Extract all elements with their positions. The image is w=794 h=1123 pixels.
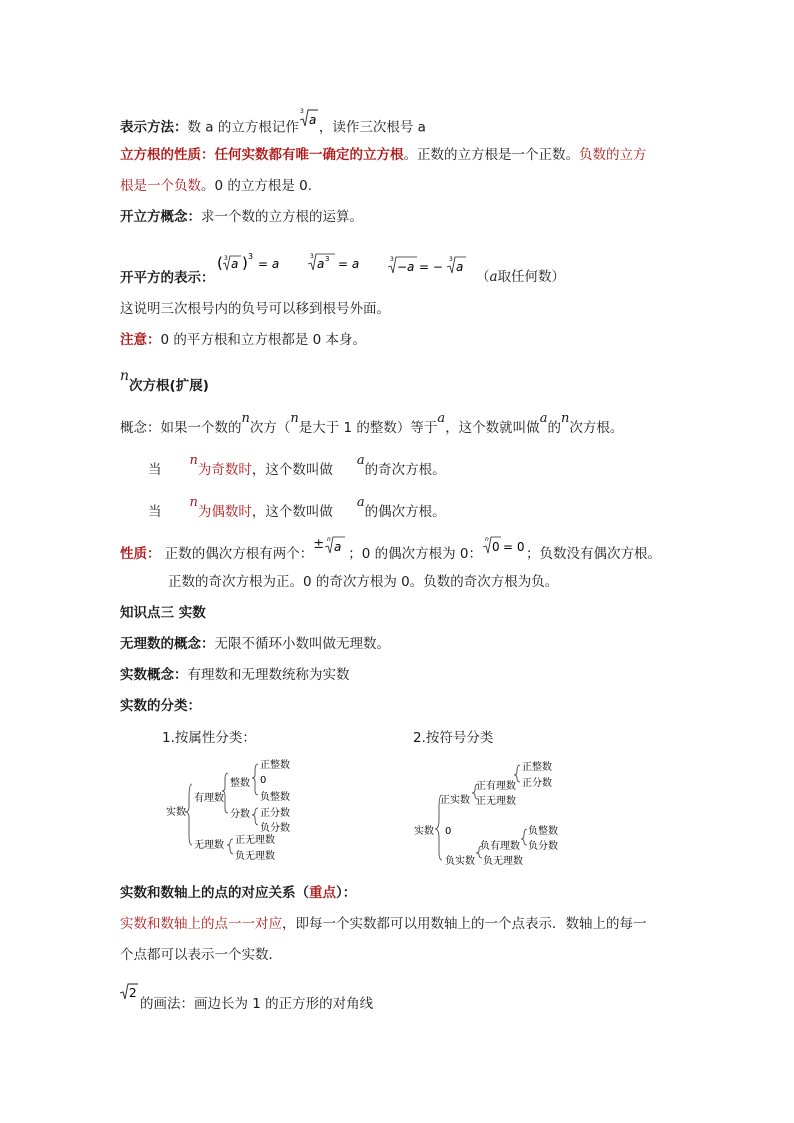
- classification-tree-by-property: [160, 757, 310, 867]
- svg-text:n: n: [327, 535, 332, 543]
- cube-root-concept-text: 求一个数的立方根的运算。: [201, 209, 363, 225]
- tree1-neg-irr: 负无理数: [235, 851, 275, 862]
- odd-root-line: [148, 453, 446, 481]
- nth-root-concept-line: [120, 411, 624, 439]
- tree1-integer: 整数: [230, 778, 250, 789]
- tree1-pos-irr: 正无理数: [235, 835, 275, 846]
- concept-part4: ，这个数就叫做: [445, 420, 540, 436]
- real-concept-text: 有理数和无理数统称为实数: [187, 667, 350, 683]
- plus-minus-sign: ±: [313, 537, 325, 552]
- correspondence-heading: [120, 883, 356, 903]
- svg-text:a: a: [334, 539, 342, 554]
- tree2-pos-real: 正实数: [440, 795, 470, 806]
- knowledge-point-3: [120, 603, 206, 623]
- concept-n3: n: [560, 411, 570, 426]
- tree2-pos-irr: 正无理数: [476, 796, 516, 807]
- svg-text:3: 3: [390, 256, 394, 263]
- heading-n: n: [120, 368, 130, 384]
- svg-text:= a: = a: [258, 257, 280, 271]
- svg-text:(: (: [217, 254, 223, 272]
- notation-label: 表示方法：: [120, 119, 188, 136]
- tree2-pos-int: 正整数: [522, 762, 552, 773]
- positive-cube-root: 。正数的立方根是一个正数。: [403, 147, 579, 163]
- tree1-zero: 0: [260, 775, 267, 786]
- cube-root-concept-line: [120, 207, 363, 227]
- svg-text:a: a: [231, 257, 239, 271]
- representation-label: 开平方的表示：: [120, 270, 215, 286]
- tree1-irrational: 无理数: [194, 840, 224, 851]
- classification-tree-by-sign: [412, 757, 572, 867]
- note-a: a: [489, 269, 498, 285]
- classification-1-title: [162, 728, 256, 748]
- svg-text:3: 3: [248, 252, 254, 261]
- tree2-pos-frac: 正分数: [522, 778, 552, 789]
- svg-text:3: 3: [449, 256, 453, 263]
- unique-cube-root: 任何实数都有唯一确定的立方根: [214, 147, 404, 163]
- odd-condition: 为奇数时: [197, 462, 252, 478]
- concept-n1: n: [241, 411, 250, 426]
- notation-reading: ，读作三次根号 a: [318, 119, 426, 136]
- concept-part3: 是大于 1 的整数）等于: [298, 420, 438, 436]
- concept-part6: 次方根。: [569, 420, 624, 436]
- explanation-text: 这说明三次根号内的负号可以移到根号外面。: [120, 301, 390, 317]
- svg-text:3: 3: [299, 108, 304, 115]
- even-when: 当: [148, 504, 162, 520]
- concept-a2: a: [539, 411, 548, 426]
- attention-label: 注意：: [120, 332, 161, 348]
- one-to-one-correspondence: 实数和数轴上的点一一对应: [120, 916, 282, 932]
- explanation-line: [120, 299, 390, 319]
- correspondence-title: 实数和数轴上的点的对应关系（: [120, 885, 309, 901]
- classification-label: 实数的分类：: [120, 698, 201, 714]
- tree2-zero: 0: [445, 826, 452, 837]
- even-a: a: [356, 495, 365, 510]
- even-text2: 的偶次方根。: [364, 504, 446, 520]
- notation-line: [120, 108, 426, 139]
- tree1-rational: 有理数: [194, 793, 224, 804]
- tree1-neg-frac: 负分数: [260, 823, 290, 834]
- correspondence-text1: ，即每一个实数都可以用数轴上的一个点表示．数轴上的每一: [282, 916, 647, 932]
- tree2-neg-rat: 负有理数: [480, 841, 520, 852]
- note-open: （: [476, 269, 490, 285]
- sqrt2-line: [120, 986, 374, 1014]
- negative-cube-root-part1: 负数的立方: [579, 147, 647, 163]
- odd-when: 当: [148, 462, 162, 478]
- irrational-text: 无限不循环小数叫做无理数。: [214, 636, 390, 652]
- concept-part1: 概念：如果一个数的: [120, 420, 242, 436]
- even-text1: ，这个数叫做: [251, 504, 333, 520]
- classification-line: [120, 696, 201, 716]
- key-point-marker: 重点: [309, 885, 336, 901]
- formula-cube-of-cube-root: [217, 249, 297, 279]
- notation-text: 数 a 的立方根记作: [187, 119, 299, 136]
- odd-n: n: [189, 453, 198, 468]
- negative-cube-root-part2: 根是一个负数: [120, 178, 201, 194]
- correspondence-line1: [120, 914, 647, 934]
- tree1-root: 实数: [166, 807, 186, 818]
- concept-a1: a: [437, 411, 446, 426]
- formula-cube-root-of-cube: [307, 249, 377, 279]
- tree1-neg-int: 负整数: [260, 792, 290, 803]
- correspondence-line2: [120, 945, 282, 965]
- tree1-pos-frac: 正分数: [260, 808, 290, 819]
- concept-part5: 的: [547, 420, 561, 436]
- cube-root-a-symbol: [299, 108, 319, 127]
- tree1-fraction: 分数: [230, 809, 250, 820]
- correspondence-text2: 个点都可以表示一个实数．: [120, 947, 282, 963]
- tree2-neg-int: 负整数: [528, 826, 558, 837]
- real-concept-line: [120, 665, 350, 685]
- odd-text2: 的奇次方根。: [364, 462, 446, 478]
- svg-text:3: 3: [224, 255, 228, 262]
- svg-text:a: a: [317, 257, 325, 271]
- svg-text:3: 3: [310, 253, 314, 260]
- tree2-root: 实数: [414, 826, 434, 837]
- heading-title: 次方根(扩展): [129, 378, 209, 394]
- attention-line: [120, 330, 366, 350]
- tree2-neg-real: 负实数: [445, 856, 475, 867]
- property-even-positive: 正数的偶次方根有两个：: [164, 546, 314, 562]
- even-condition: 为偶数时: [197, 504, 252, 520]
- cube-root-property-label: 立方根的性质：: [120, 147, 215, 163]
- odd-a: a: [356, 453, 365, 468]
- svg-text:= −: = −: [419, 260, 443, 274]
- tree2-neg-frac: 负分数: [528, 841, 558, 852]
- svg-text:2: 2: [129, 986, 137, 1000]
- knowledge-point-3-title: 知识点三 实数: [120, 605, 206, 621]
- tree2-neg-irr: 负无理数: [483, 856, 523, 867]
- real-concept-label: 实数概念：: [120, 667, 188, 683]
- property-odd-roots: 正数的奇次方根为正。0 的奇次方根为 0。负数的奇次方根为负。: [168, 574, 559, 590]
- irrational-line: [120, 634, 390, 654]
- sqrt-2-symbol: [120, 982, 140, 1002]
- svg-text:n: n: [484, 535, 489, 543]
- svg-text:0: 0: [491, 539, 500, 554]
- property-negative-even: ；负数没有偶次方根。: [525, 546, 661, 562]
- concept-n2: n: [290, 411, 299, 426]
- tree2-pos-rat: 正有理数: [476, 781, 516, 792]
- svg-text:= a: = a: [338, 257, 360, 271]
- representation-line: [120, 268, 215, 288]
- concept-part2: 次方（: [249, 420, 291, 436]
- property-label: 性质：: [120, 546, 161, 562]
- svg-text:= 0: = 0: [502, 539, 525, 554]
- any-number-note: [476, 267, 565, 287]
- svg-text:a: a: [456, 260, 464, 274]
- nth-root-property-line: [120, 535, 661, 565]
- cube-root-property-line: [120, 145, 647, 165]
- irrational-label: 无理数的概念：: [120, 636, 215, 652]
- cube-root-concept-label: 开立方概念：: [120, 209, 201, 225]
- nth-root-zero-symbol: [482, 537, 526, 552]
- svg-text:−a: −a: [397, 260, 415, 274]
- even-root-line: [148, 495, 446, 523]
- property-zero-even: ；0 的偶次方根为 0：: [348, 546, 482, 562]
- svg-text:3: 3: [325, 255, 330, 263]
- cube-root-property-line2: [120, 176, 312, 196]
- note-rest: 取任何数）: [497, 269, 566, 285]
- nth-root-property-line2: [168, 572, 558, 592]
- nth-root-heading: [120, 368, 209, 396]
- correspondence-close: ）：: [336, 885, 357, 901]
- tree1-pos-int: 正整数: [260, 760, 290, 771]
- sqrt2-text: 的画法：画边长为 1 的正方形的对角线: [140, 996, 374, 1012]
- cls1-title-text: 1.按属性分类：: [162, 730, 256, 746]
- zero-cube-root: 。0 的立方根是 0.: [201, 178, 313, 194]
- svg-text:): ): [242, 254, 248, 272]
- attention-text: 0 的平方根和立方根都是 0 本身。: [160, 332, 367, 348]
- even-n: n: [189, 495, 198, 510]
- odd-text1: ，这个数叫做: [251, 462, 333, 478]
- plus-minus-nth-root-a: [313, 537, 348, 552]
- svg-text:a: a: [308, 113, 317, 127]
- formula-cube-root-negative: [387, 252, 477, 282]
- cls2-title-text: 2.按符号分类: [413, 730, 494, 746]
- classification-2-title: [413, 728, 493, 748]
